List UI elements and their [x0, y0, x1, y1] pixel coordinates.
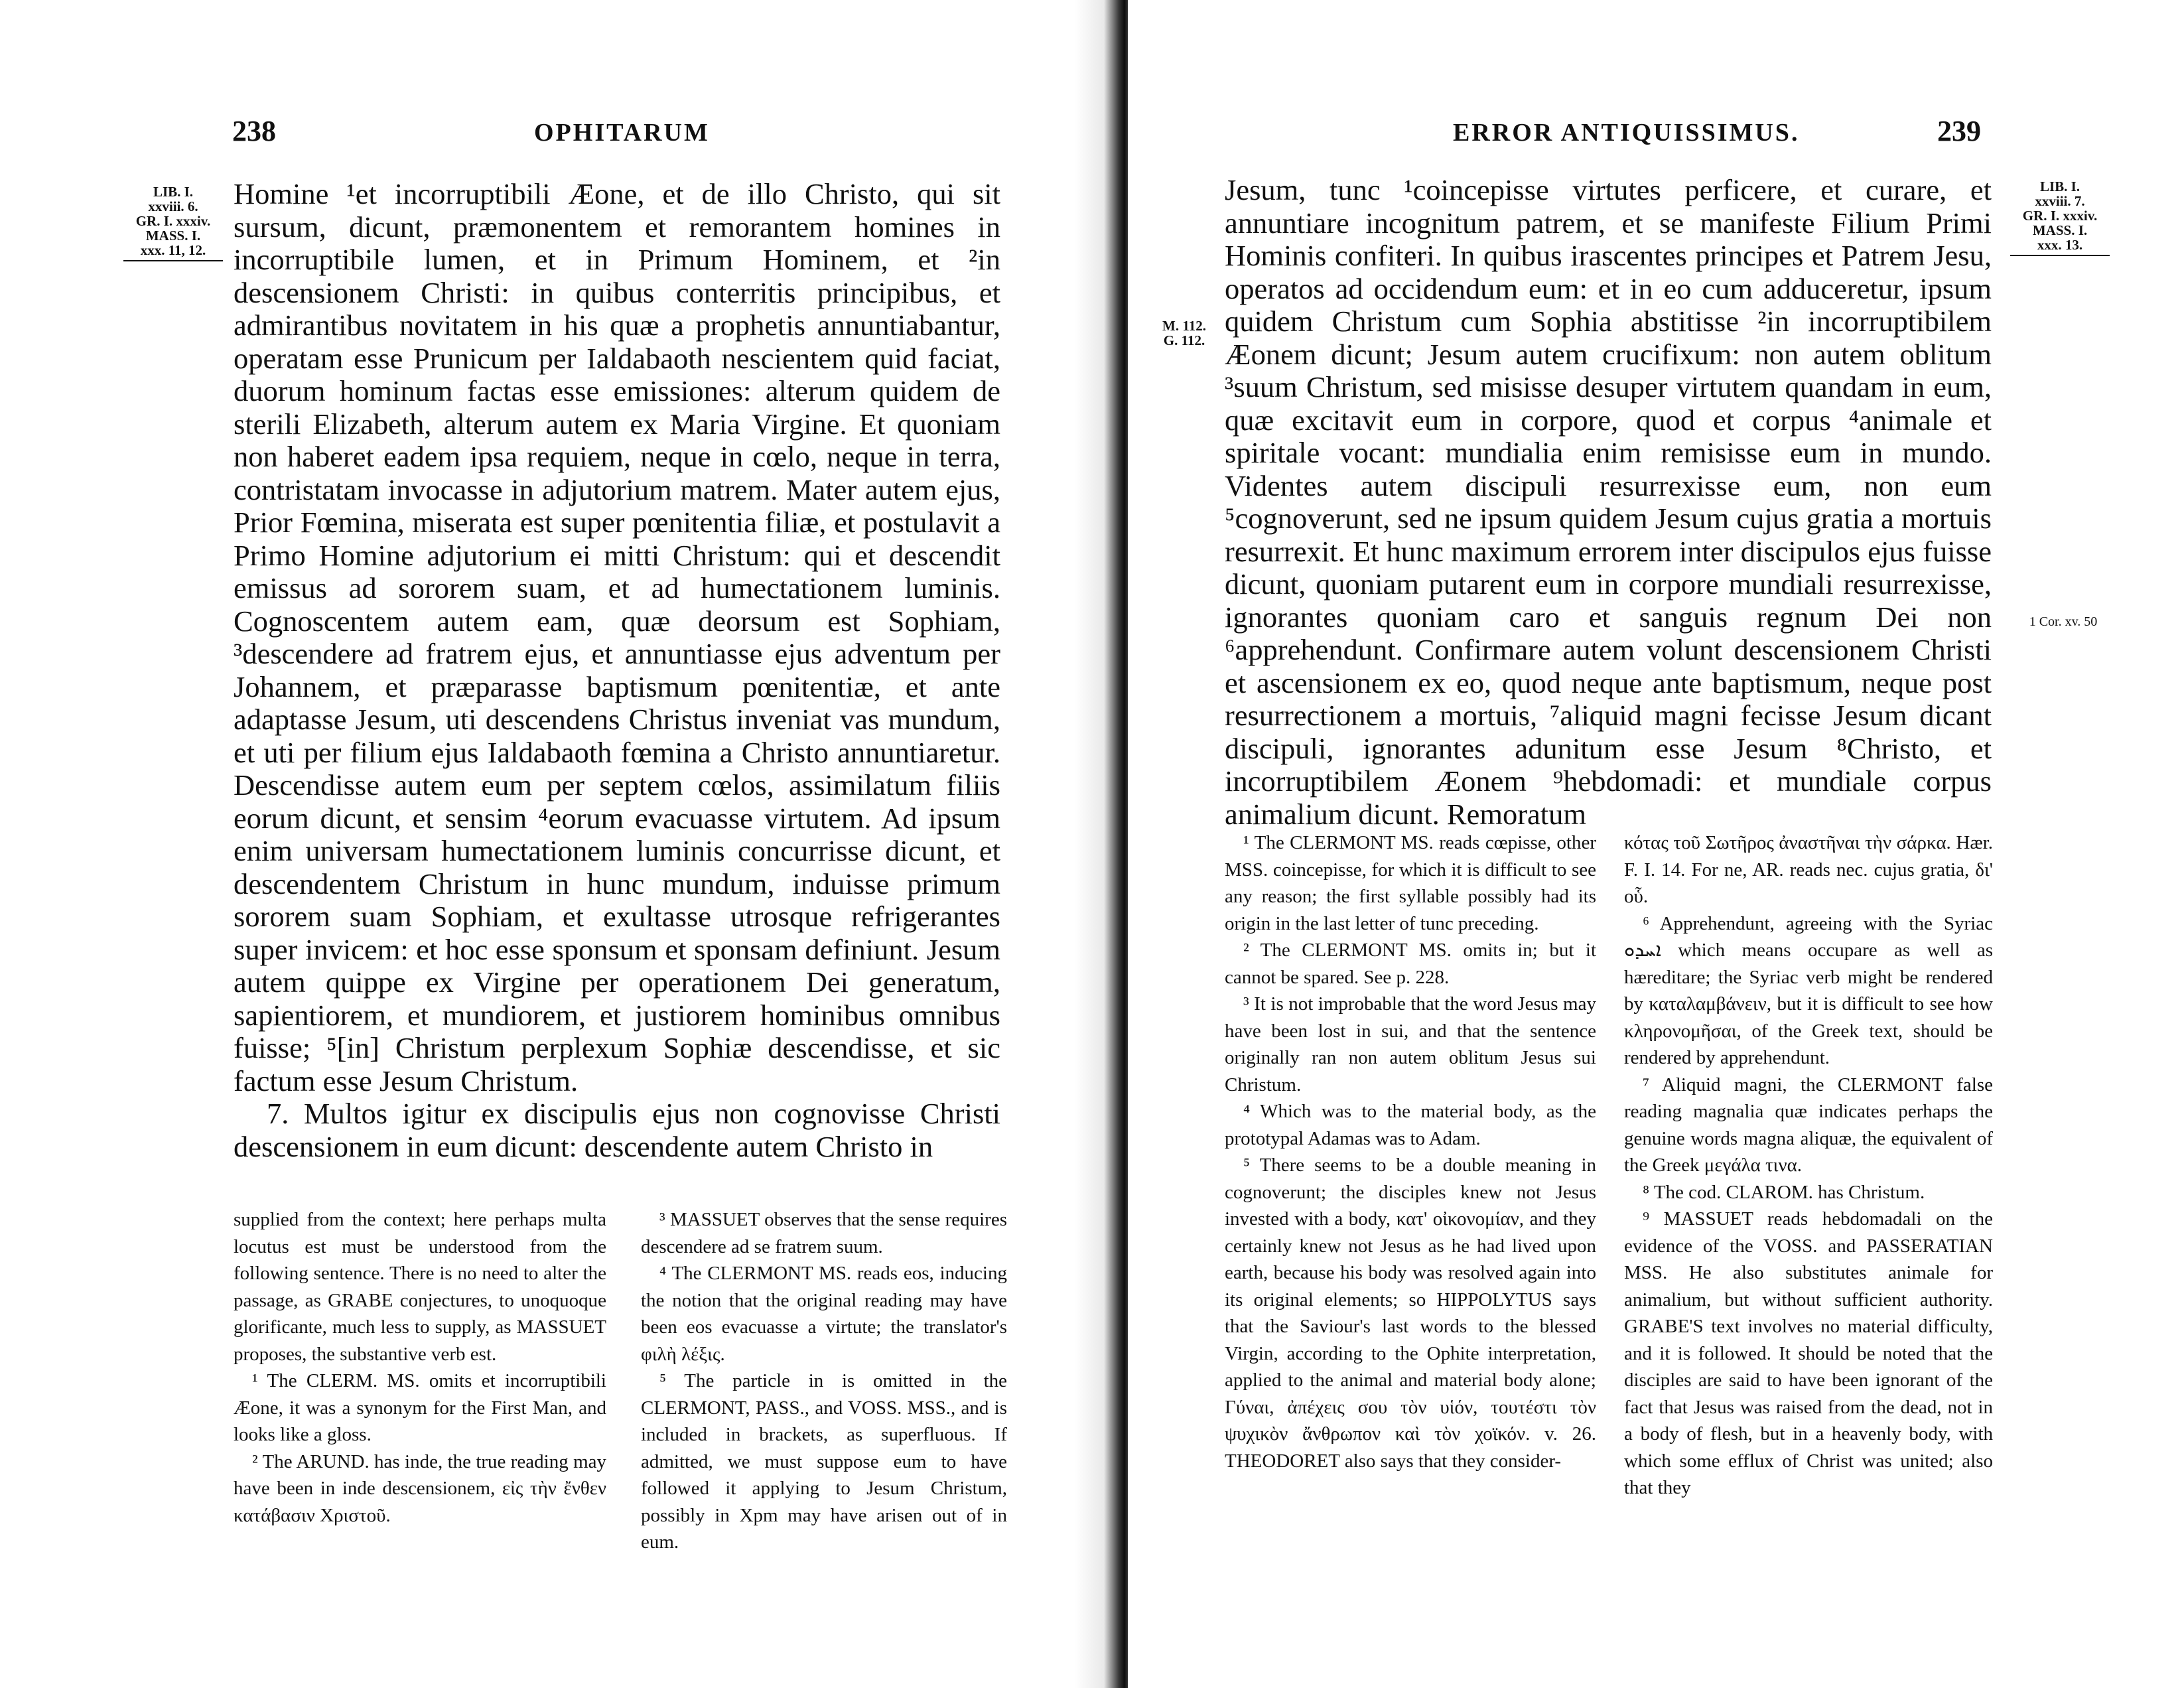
- margin-ref-line: xxx. 11, 12.: [140, 242, 206, 258]
- left-body-paragraph: Homine ¹et incorruptibili Æone, et de illo Christo, qui sit sursum, dicunt, præmonentem et remorantem homines in incorruptibile lumen, et in Primum Hominem, et ²in descensionem Christi: in quibus conterritis principibus, et admirantibus novitatem in his quæ a prophetis annuntiabantur, operatam esse Prunicum per Ialdabaoth nescientem quid faciat, duorum hominum factas esse emissiones: alterum quidem de sterili Elizabeth, alterum autem ex Maria Virgine. Et quoniam non haberet eadem ipsa requiem, neque in cœlo, neque in terra, contristatam invocasse in adjutorium matrem. Mater autem ejus, Prior Fœmina, miserata est super pœnitentia filiæ, et postulavit a Primo Homine adjutorium ei mitti Christum: qui et descendit emissus ad sororem suam, et ad humectationem luminis. Cognoscentem autem eam, quæ deorsum est Sophiam, ³descendere ad fratrem ejus, et annuntiasse ejus adventum per Johannem, et præparasse baptismum pœnitentiæ, et ante adaptasse Jesum, uti descendens Christus inveniat vas mundum, et uti per filium ejus Ialdabaoth fœmina a Christo annuntiaretur. Descendisse autem eum per septem cœlos, assimilatum filiis eorum dicunt, et sensim ⁴eorum evacuasse virtutem. Ad ipsum enim universam humectationem luminis concurrisse dicunt, et descendentem Christum in hunc mundum, induisse primum sororem suam Sophiam, et exultasse utrosque refrigerantes super invicem: et hoc esse sponsum et sponsam definiunt. Jesum autem quippe ex Virgine per operationem Dei generatum, sapientiorem, et mundiorem, et justiorem hominibus omnibus fuisse; ⁵[in] Christum perplexum Sophiæ descendisse, et sic factum esse Jesum Christum.: [234, 177, 1000, 1097]
- margin-ref-line: xxviii. 7.: [2035, 193, 2085, 209]
- footnote: ⁶ Apprehendunt, agreeing with the Syriac ܐܚܕܘ which means occupare as well as hæreditare; the Syriac verb might be rendered by καταλαμβάνειν, but it is difficult to see how κληρονομῆσαι, of the Greek text, should be rendered by apprehendunt.: [1624, 912, 1993, 1068]
- left-running-head: OPHITARUM: [534, 119, 710, 147]
- footnote: ⁹ MASSUET reads hebdomadali on the evidence of the VOSS. and PASSERATIAN MSS. He also substitutes animale for animalium, but without sufficient authority. GRABE'S text involves no material difficulty, and it is followed. It should be noted that the disciples are said to have been ignorant of the fact that Jesus was raised from the dead, not in a body of flesh, but in a heavenly body, with which some efflux of Christ was united; also that they: [1624, 1208, 1993, 1498]
- margin-ref-line: LIB. I.: [153, 184, 194, 200]
- margin-ref-line: MASS. I.: [2032, 222, 2088, 238]
- footnote: ² The CLERMONT MS. omits in; but it cannot be spared. See p. 228.: [1225, 940, 1596, 988]
- margin-ref-line: xxx. 13.: [2037, 237, 2083, 253]
- left-margin-reference: [123, 184, 223, 261]
- left-body-text: [234, 178, 1000, 1163]
- margin-ref-line: M. 112.: [1162, 318, 1206, 334]
- footnote: ⁸ The cod. CLAROM. has Christum.: [1643, 1181, 1925, 1203]
- right-body-paragraph: Jesum, tunc ¹coincepisse virtutes perficere, et curare, et annuntiare incognitum patrem, et se manifeste Filium Primi Hominis confiteri. In quibus irascentes principes et Patrem Jesu, operatos ad occidendum eum: et in eo cum adduceretur, ipsum quidem Christum cum Sophia abstitisse ²in incorruptibilem Æonem dicunt; Jesum autem crucifixum: non autem oblitum ³suum Christum, sed misisse desuper virtutem quandam in eum, quæ excitavit eum in corpore, quod et corpus ⁴animale et spiritale vocant: mundialia enim remisisse eum in mundo. Videntes autem discipuli resurrexisse eum, non eum ⁵cognoverunt, sed ne ipsum quidem Jesum cujus gratia a mortuis resurrexit. Et hunc maximum errorem inter discipulos ejus fuisse dicunt, quoniam putarent eum in corpore mundiali resurrexisse, ignorantes quoniam caro et sanguis regnum Dei non ⁶apprehendunt. Confirmare autem volunt descensionem Christi et ascensionem ex eo, quod neque ante baptismum, neque post resurrectionem a mortuis, ⁷aliquid magni fecisse Jesum dicant discipuli, ignorantes adunitum esse Jesum ⁸Christo, et incorruptibilem Æonem ⁹hebdomadi: et mundiale corpus animalium dicunt. Remoratum: [1225, 173, 1992, 831]
- footnote: ⁴ The CLERMONT MS. reads eos, inducing the notion that the original reading may have been eos evacuasse a virtute; the translator's φιλὴ λέξις.: [641, 1263, 1007, 1365]
- margin-ref-line: GR. I. xxxiv.: [135, 213, 211, 229]
- footnote: ⁵ There seems to be a double meaning in cognoverunt; the disciples knew not Jesus invested with a body, κατ' οἰκονομίαν, and they certainly knew not Jesus as he had lived upon earth, because his body was resolved again into its original elements; so HIPPOLYTUS says that the Saviour's last words to the blessed Virgin, according to the Ophite interpretation, applied to the animal and material body alone; Γύναι, ἀπέχεις σου τὸν υἱόν, τουτέστι τὸν ψυχικὸν ἄνθρωπον καὶ τὸν χοϊκόν. v. 26. THEODORET also says that they consider-: [1225, 1155, 1596, 1472]
- right-page-number: 239: [1937, 115, 1981, 147]
- left-footnotes-col1: [234, 1206, 606, 1529]
- right-margin-cor-reference: 1 Cor. xv. 50: [2029, 614, 2098, 629]
- footnote: κότας τοῦ Σωτῆρος ἀναστῆναι τὴν σάρκα. Hær. F. I. 14. For ne, AR. reads nec. cujus gratia, δι' οὗ.: [1624, 832, 1993, 907]
- margin-ref-line: LIB. I.: [2039, 178, 2081, 194]
- footnote: ³ It is not improbable that the word Jesus may have been lost in sui, and that the sentence originally ran non autem oblitum Jesus sui Christum.: [1225, 993, 1596, 1095]
- footnote: ² The ARUND. has inde, the true reading may have been in inde descensionem, εἰς τὴν ἔνθεν κατάβασιν Χριστοῦ.: [234, 1450, 606, 1526]
- left-footnotes-col2: [641, 1206, 1007, 1556]
- right-running-head: ERROR ANTIQUISSIMUS.: [1453, 119, 1800, 147]
- margin-ref-line: MASS. I.: [145, 228, 201, 244]
- right-margin-reference: [2010, 179, 2110, 256]
- right-page: [1128, 0, 2184, 1688]
- left-page-number: 238: [232, 115, 276, 147]
- right-body-text: [1225, 174, 1992, 831]
- footnote: ⁷ Aliquid magni, the CLERMONT false reading magnalia quæ indicates perhaps the genuine words magna aliquæ, the equivalent of the Greek μεγάλα τινα.: [1624, 1074, 1993, 1176]
- right-footnotes-col2: [1624, 829, 1993, 1502]
- margin-ref-line: GR. I. xxxiv.: [2022, 208, 2098, 224]
- footnote: ³ MASSUET observes that the sense requires descendere ad se fratrem suum.: [641, 1209, 1007, 1257]
- right-margin-mg-reference: [1154, 318, 1214, 348]
- left-body-paragraph-7: 7. Multos igitur ex discipulis ejus non cognovisse Christi descensionem in eum dicunt: descendente autem Christo in: [234, 1097, 1000, 1163]
- footnote: ⁵ The particle in is omitted in the CLERMONT, PASS., and VOSS. MSS., and is included in brackets, as superfluous. If admitted, we must suppose eum to have followed it applying to Jesum Christum, possibly in Xpm may have arisen out of in eum.: [641, 1370, 1007, 1553]
- right-footnotes-col1: [1225, 829, 1596, 1474]
- footnote: supplied from the context; here perhaps multa locutus est must be understood from the following sentence. There is no need to alter the passage, as GRABE conjectures, to unoquoque glorificante, much less to supply, as MASSUET proposes, the substantive verb est.: [234, 1209, 606, 1365]
- margin-ref-line: G. 112.: [1163, 332, 1205, 348]
- footnote: ¹ The CLERMONT MS. reads cœpisse, other MSS. coincepisse, for which it is difficult to see any reason; the first syllable possibly had its origin in the last letter of tunc preceding.: [1225, 832, 1596, 934]
- footnote: ⁴ Which was to the material body, as the prototypal Adamas was to Adam.: [1225, 1101, 1596, 1149]
- margin-ref-line: xxviii. 6.: [148, 198, 198, 214]
- footnote: ¹ The CLERM. MS. omits et incorruptibili Æone, it was a synonym for the First Man, and looks like a gloss.: [234, 1370, 606, 1445]
